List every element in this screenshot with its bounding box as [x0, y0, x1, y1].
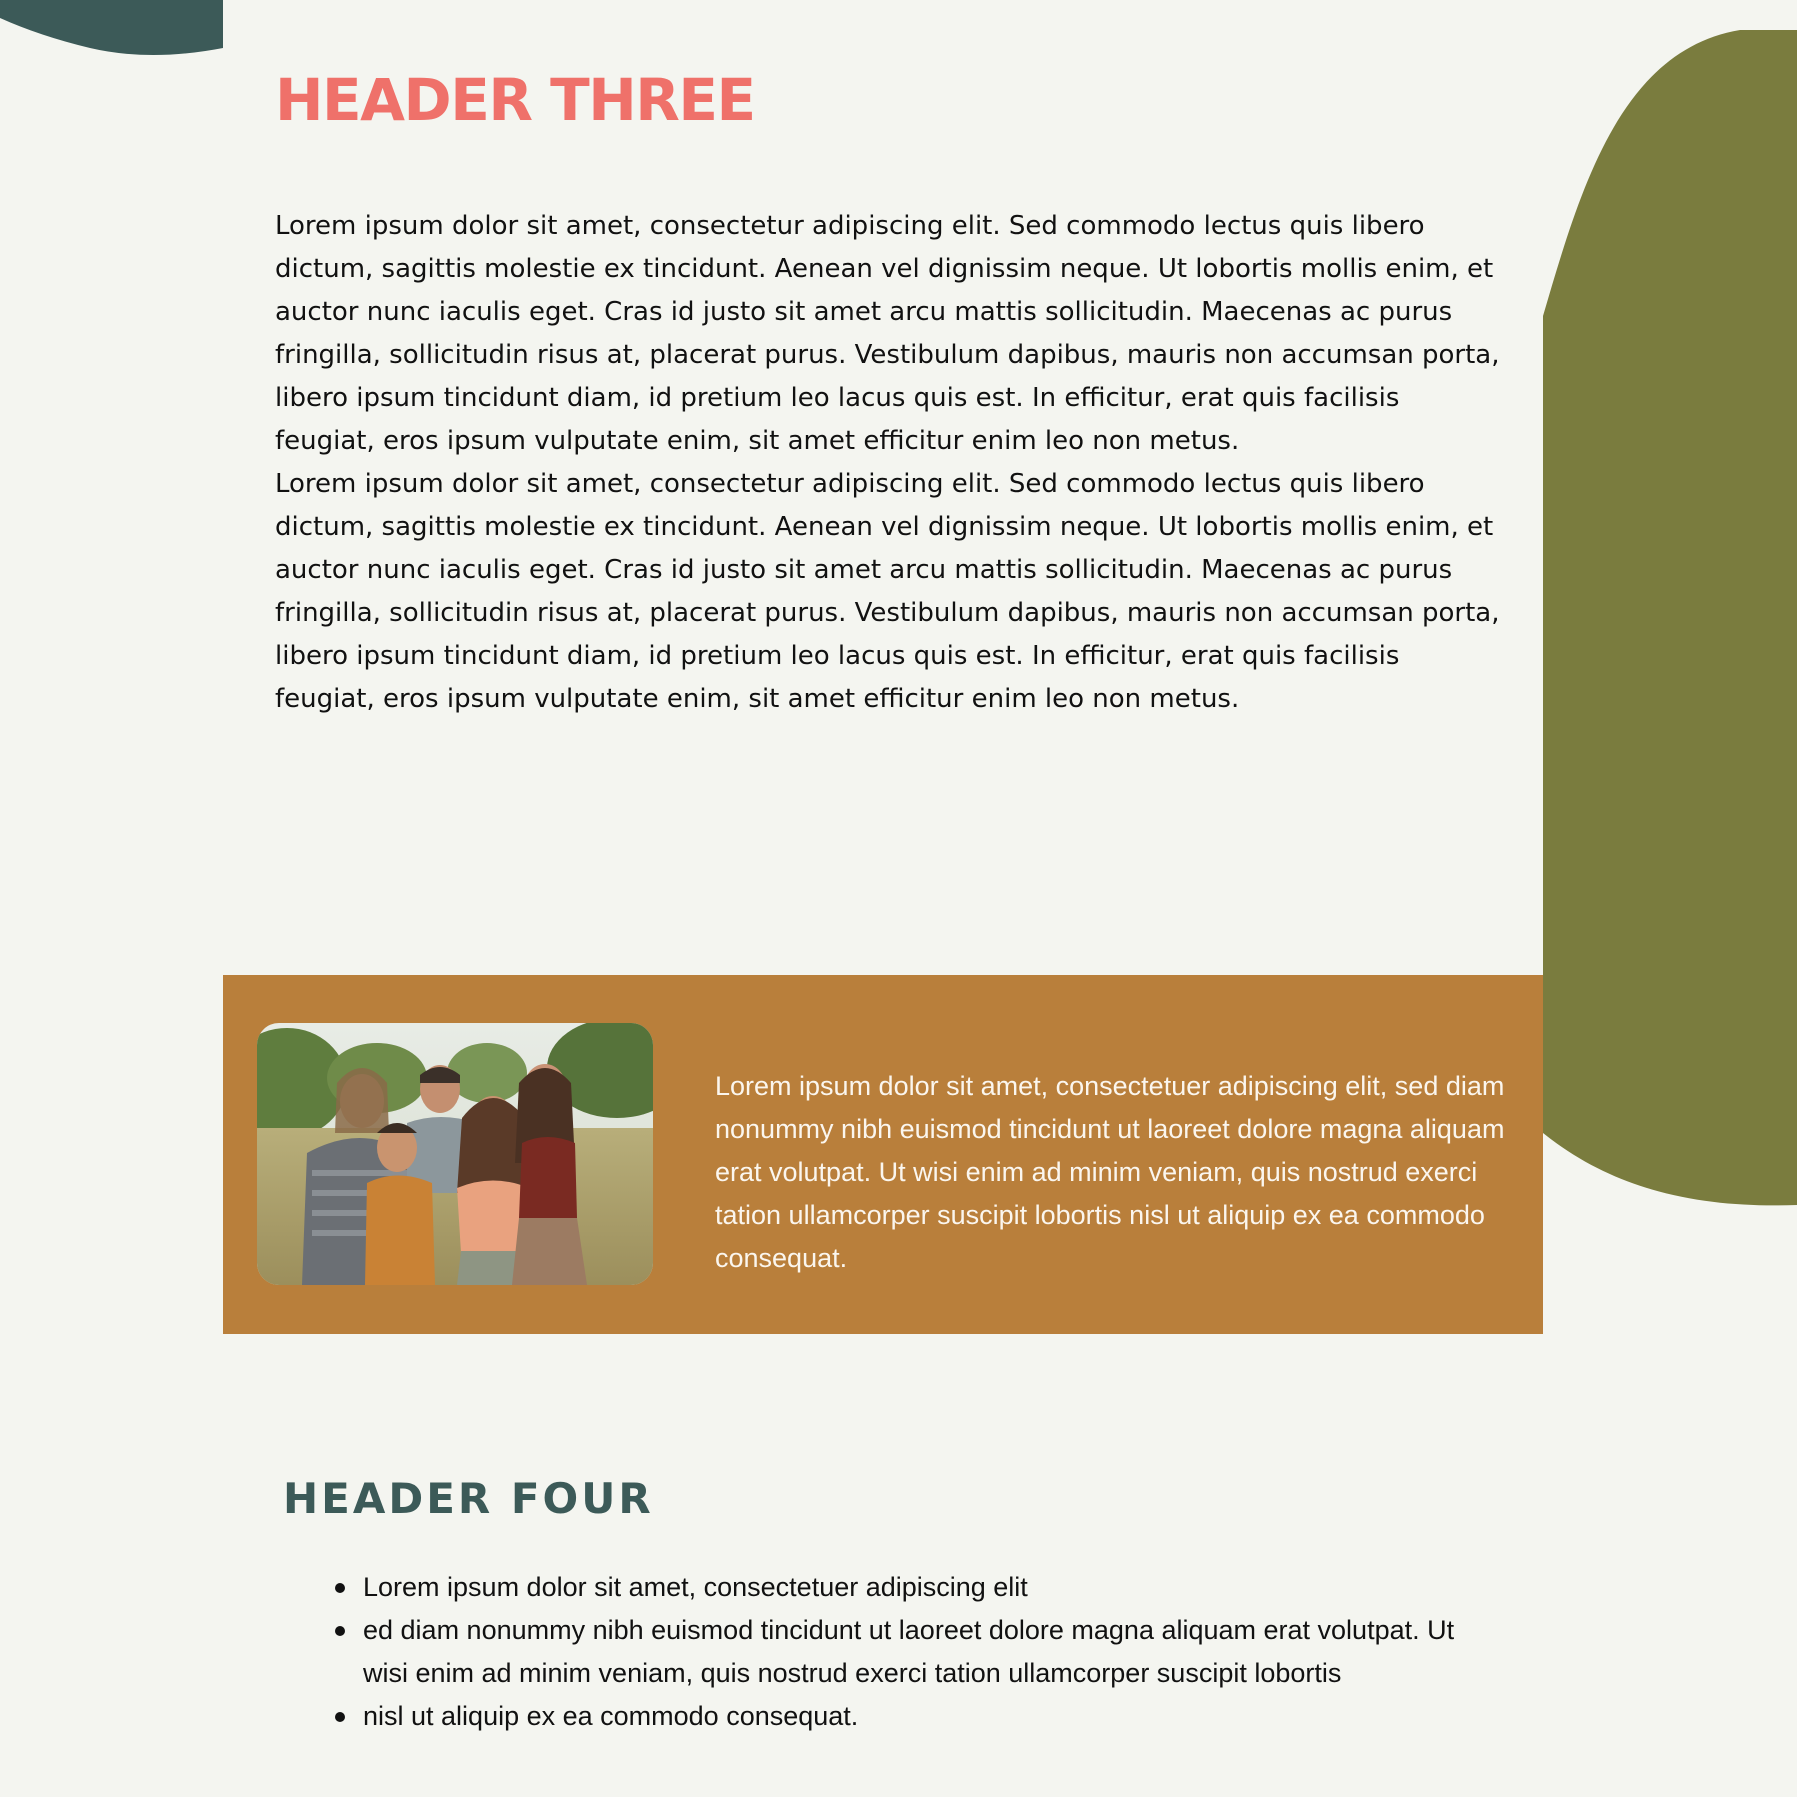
list-item-text: ed diam nonummy nibh euismod tincidunt ut laoreet dolore magna aliquam erat volutpat. Ut wisi enim ad minim veniam, quis nostrud exerci tation ullamcorper suscipit lobortis: [363, 1615, 1455, 1688]
list-item: [333, 1609, 1483, 1695]
bullet-icon: [335, 1626, 345, 1636]
feature-text: Lorem ipsum dolor sit amet, consectetuer adipiscing elit, sed diam nonummy nibh euismod tincidunt ut laoreet dolore magna aliquam erat volutpat. Ut wisi enim ad minim veniam, quis nostrud exerci tation ullamcorper suscipit lobortis nisl ut aliquip ex ea commodo consequat.: [715, 1071, 1505, 1273]
bullet-list: [333, 1566, 1483, 1738]
paragraph: Lorem ipsum dolor sit amet, consectetur adipiscing elit. Sed commodo lectus quis libero dictum, sagittis molestie ex tincidunt. Aenean vel dignissim neque. Ut lobortis mollis enim, et auctor nunc iaculis eget. Cras id justo sit amet arcu mattis sollicitudin. Maecenas ac purus fringilla, sollicitudin risus at, placerat purus. Vestibulum dapibus, mauris non accumsan porta, libero ipsum tincidunt diam, id pretium leo lacus quis est. In efficitur, erat quis facilisis feugiat, eros ipsum vulputate enim, sit amet efficitur enim leo non metus.: [275, 211, 1500, 456]
bullet-icon: [335, 1583, 345, 1593]
family-photo: [257, 1023, 653, 1285]
list-item-text: Lorem ipsum dolor sit amet, consectetuer adipiscing elit: [363, 1572, 1028, 1602]
feature-band: [223, 975, 1543, 1334]
list-item-text: nisl ut aliquip ex ea commodo consequat.: [363, 1701, 859, 1731]
header-four: HEADER FOUR: [283, 1474, 654, 1523]
list-item: [333, 1695, 1483, 1738]
header-three: HEADER THREE: [275, 66, 755, 134]
decorative-blob-top-left: [0, 0, 223, 56]
decorative-blob-right: [1530, 30, 1797, 1210]
list-item: [333, 1566, 1483, 1609]
bullet-icon: [335, 1712, 345, 1722]
paragraph: Lorem ipsum dolor sit amet, consectetur adipiscing elit. Sed commodo lectus quis libero dictum, sagittis molestie ex tincidunt. Aenean vel dignissim neque. Ut lobortis mollis enim, et auctor nunc iaculis eget. Cras id justo sit amet arcu mattis sollicitudin. Maecenas ac purus fringilla, sollicitudin risus at, placerat purus. Vestibulum dapibus, mauris non accumsan porta, libero ipsum tincidunt diam, id pretium leo lacus quis est. In efficitur, erat quis facilisis feugiat, eros ipsum vulputate enim, sit amet efficitur enim leo non metus.: [275, 469, 1500, 714]
body-text: [275, 205, 1505, 721]
